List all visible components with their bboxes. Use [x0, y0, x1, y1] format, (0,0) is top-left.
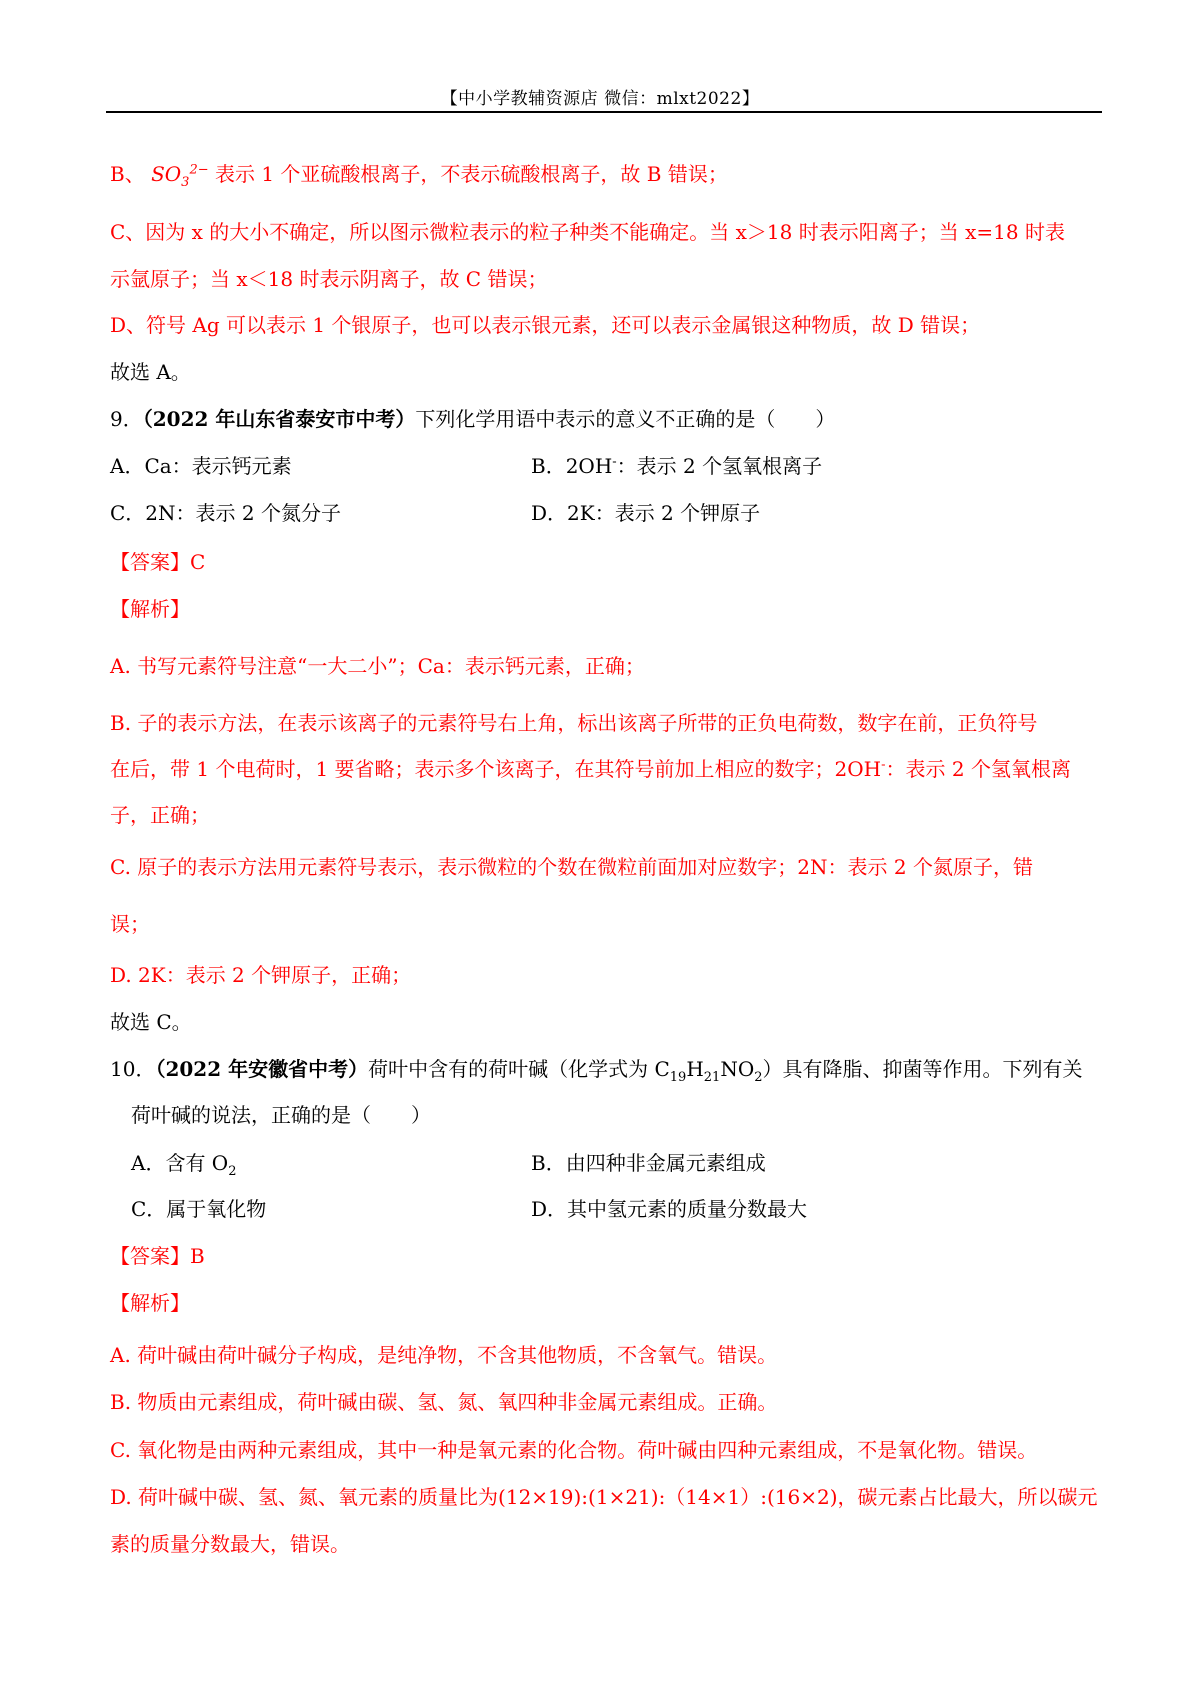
q9-option-b: B．2OH-：表示 2 个氢氧根离子: [531, 454, 823, 478]
q9-answer: 【答案】C: [110, 550, 206, 574]
prev-exp-d: D、符号 Ag 可以表示 1 个银原子，也可以表示银元素，还可以表示金属银这种物质，故 D 错误；: [110, 313, 981, 337]
q9-choose: 故选 C。: [110, 1010, 192, 1034]
q9-exp-d: D. 2K：表示 2 个钾原子，正确；: [110, 963, 412, 987]
page-header: 【中小学教辅资源店 微信：mlxt2022】: [440, 89, 760, 109]
prev-exp-b: B、 $SO_3^{2-}$ 表示 1 个亚硫酸根离子，不表示硫酸根离子，故 B 错误；: [110, 162, 728, 190]
q9-option-c: C．2N：表示 2 个氮分子: [110, 501, 341, 525]
q9-exp-b-line1: B. 子的表示方法，在表示该离子的元素符号右上角，标出该离子所带的正负电荷数，数字在前，正负符号: [110, 711, 1038, 735]
q10-stem-line1: 10．（2022 年安徽省中考）荷叶中含有的荷叶碱（化学式为 $C_{19}H_{21}NO_2$）具有降脂、抑菌等作用。下列有关: [110, 1057, 1083, 1085]
prev-exp-c-line1: C、因为 x 的大小不确定，所以图示微粒表示的粒子种类不能确定。当 x＞18 时表示阳离子；当 x=18 时表: [110, 220, 1065, 244]
q9-exp-b-line3: 子，正确；: [110, 803, 210, 827]
q10-analysis-label: 【解析】: [110, 1291, 190, 1315]
q10-exp-c: C. 氧化物是由两种元素组成，其中一种是氧元素的化合物。荷叶碱由四种元素组成，不是氧化物。错误。: [110, 1438, 1038, 1462]
q9-exp-c-line1: C. 原子的表示方法用元素符号表示，表示微粒的个数在微粒前面加对应数字；2N：表示 2 个氮原子，错: [110, 855, 1033, 879]
q9-option-d: D．2K：表示 2 个钾原子: [531, 501, 761, 525]
q10-exp-a: A. 荷叶碱由荷叶碱分子构成，是纯净物，不含其他物质，不含氧气。错误。: [110, 1343, 778, 1367]
q9-exp-b-line2: 在后，带 1 个电荷时，1 要省略；表示多个该离子，在其符号前加上相应的数字；2OH-：表示 2 个氢氧根离: [110, 757, 1071, 781]
sulfite-formula: $SO_3^{2-}$: [151, 162, 209, 190]
q10-option-c: C．属于氧化物: [131, 1197, 267, 1221]
q10-option-a: A．含有 $O_2$: [131, 1151, 237, 1179]
q9-exp-a: A. 书写元素符号注意“一大二小”；Ca：表示钙元素，正确；: [110, 654, 645, 678]
q9-stem: 9．（2022 年山东省泰安市中考）下列化学用语中表示的意义不正确的是（ ）: [110, 407, 836, 431]
q10-exp-d-line1: D. 荷叶碱中碳、氢、氮、氧元素的质量比为(12×19):(1×21):（14×1）:(16×2)，碳元素占比最大，所以碳元: [110, 1485, 1098, 1509]
q10-exp-b: B. 物质由元素组成，荷叶碱由碳、氢、氮、氧四种非金属元素组成。正确。: [110, 1390, 778, 1414]
q10-answer: 【答案】B: [110, 1244, 205, 1268]
q10-option-d: D．其中氢元素的质量分数最大: [531, 1197, 808, 1221]
q10-exp-d-line2: 素的质量分数最大，错误。: [110, 1532, 350, 1556]
q10-option-b: B．由四种非金属元素组成: [531, 1151, 766, 1175]
q9-exp-c-line2: 误；: [110, 912, 150, 936]
q10-stem-line2: 荷叶碱的说法，正确的是（ ）: [131, 1103, 431, 1127]
q9-option-a: A．Ca：表示钙元素: [110, 454, 292, 478]
prev-choose: 故选 A。: [110, 360, 191, 384]
prev-exp-c-line2: 示氩原子；当 x＜18 时表示阴离子，故 C 错误；: [110, 267, 548, 291]
header-divider: [106, 111, 1102, 113]
q9-analysis-label: 【解析】: [110, 597, 190, 621]
